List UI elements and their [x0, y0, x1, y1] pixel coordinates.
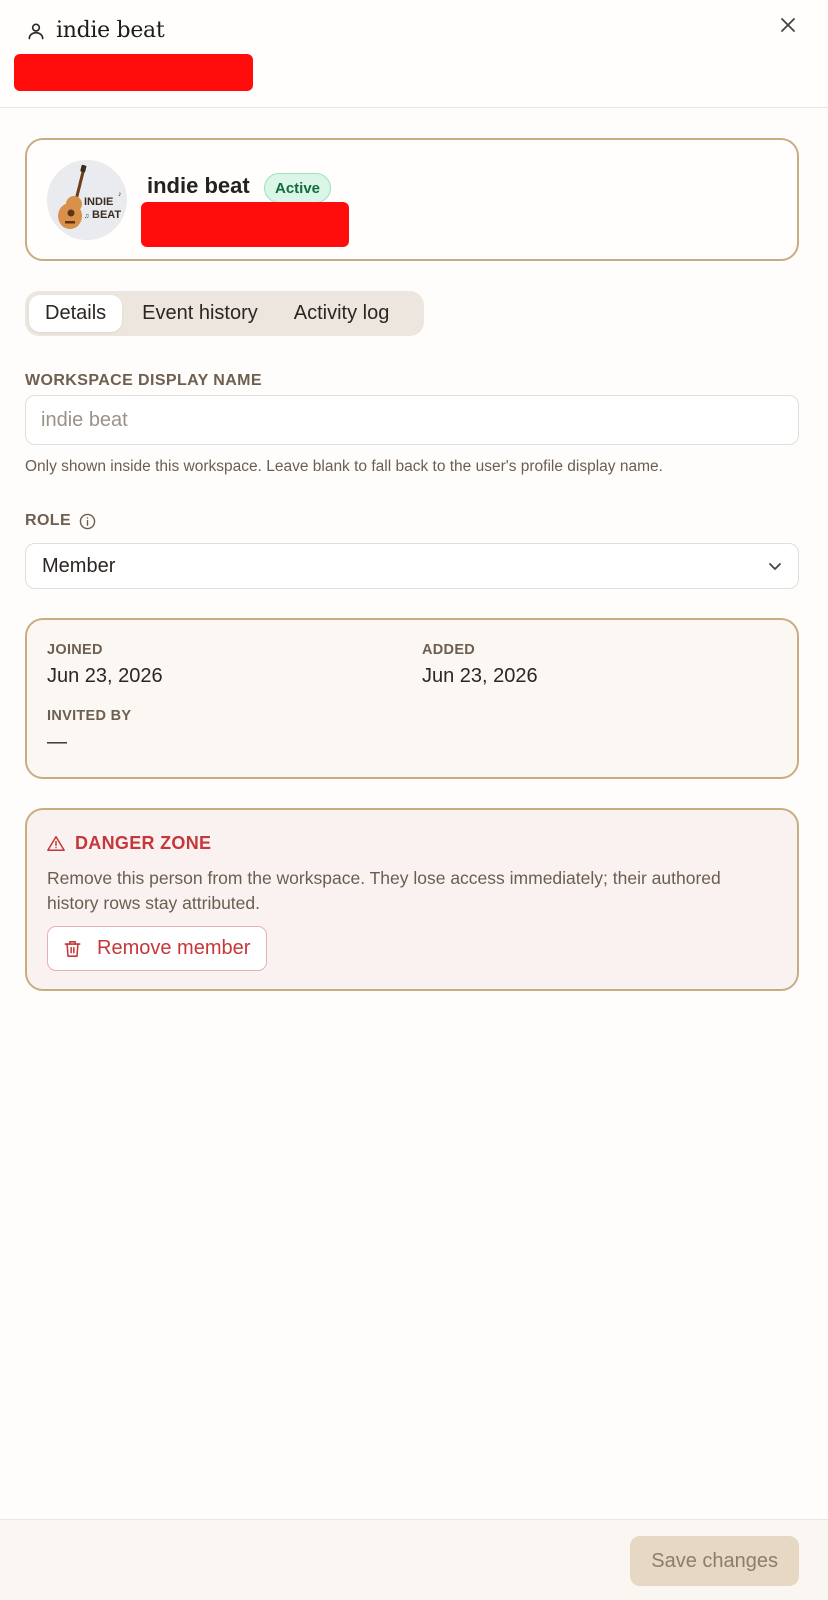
- danger-zone-title-text: DANGER ZONE: [75, 833, 212, 853]
- guitar-avatar-image: [47, 160, 127, 240]
- workspace-display-name-input[interactable]: [25, 395, 799, 445]
- danger-zone-card: [25, 808, 799, 991]
- profile-name: indie beat: [147, 173, 250, 198]
- danger-zone-title: [47, 833, 211, 854]
- remove-member-label: Remove member: [97, 937, 251, 959]
- added-value: Jun 23, 2026: [422, 665, 538, 687]
- info-icon[interactable]: [79, 513, 96, 530]
- joined-value: Jun 23, 2026: [47, 665, 163, 687]
- remove-member-button[interactable]: [47, 926, 267, 971]
- music-note-icon: ♪: [118, 191, 122, 198]
- danger-zone-description: Remove this person from the workspace. They lose access immediately; their authored history rows stay attributed.: [47, 868, 721, 913]
- trash-icon: [64, 940, 81, 958]
- membership-meta-card: [25, 618, 799, 779]
- role-label-text: ROLE: [25, 512, 72, 529]
- drawer-header: [0, 0, 828, 108]
- user-icon: [26, 21, 46, 41]
- role-select-value: Member: [42, 554, 116, 577]
- tab-details[interactable]: Details: [29, 295, 122, 332]
- workspace-display-name-label: [25, 372, 262, 390]
- role-label: [25, 512, 96, 530]
- added-label: ADDED: [422, 642, 476, 658]
- chevron-down-icon: [768, 559, 782, 573]
- joined-label: JOINED: [47, 642, 103, 658]
- profile-card: [25, 138, 799, 261]
- warning-icon: [47, 835, 65, 852]
- save-changes-button[interactable]: Save changes: [630, 1536, 799, 1586]
- header-title-text: indie beat: [56, 18, 165, 43]
- workspace-display-name-help: Only shown inside this workspace. Leave blank to fall back to the user's profile display name.: [25, 458, 663, 475]
- avatar: [47, 160, 127, 240]
- invited-by-label: INVITED BY: [47, 708, 132, 724]
- redacted-email: [141, 202, 349, 247]
- avatar-text-1: INDIE: [84, 196, 114, 208]
- close-button[interactable]: [778, 15, 798, 35]
- redacted-subtitle: [14, 54, 253, 91]
- tab-activity-log[interactable]: Activity log: [293, 302, 390, 324]
- header-title: [26, 18, 164, 43]
- tab-bar: [25, 291, 424, 336]
- invited-by-value: —: [47, 731, 67, 753]
- tab-event-history[interactable]: Event history: [142, 302, 258, 324]
- drawer-footer: [0, 1519, 828, 1600]
- music-note-icon-2: ♫: [84, 213, 90, 220]
- workspace-display-name-label-text: WORKSPACE DISPLAY NAME: [25, 372, 262, 389]
- role-select[interactable]: [25, 543, 799, 589]
- avatar-text-2: BEAT: [92, 209, 122, 221]
- close-icon: [780, 17, 796, 33]
- status-badge: Active: [264, 173, 331, 203]
